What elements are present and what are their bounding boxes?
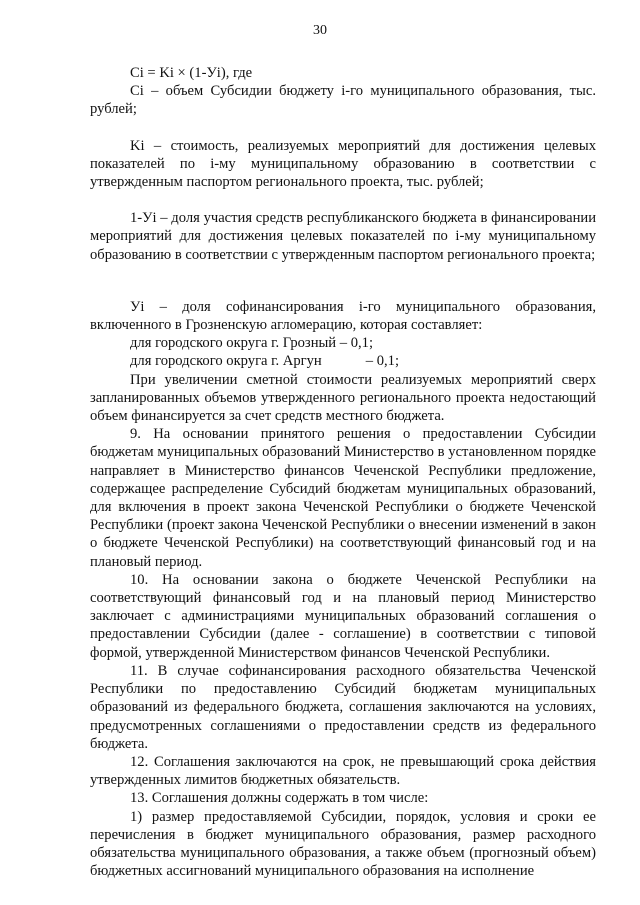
spacer [90, 191, 596, 209]
ki-definition: Ki – стоимость, реализуемых мероприятий для достижения целевых показателей по i-му муниципальному образованию в соответствии с утвержденным паспортом регионального проекта, тыс. рублей; [90, 137, 596, 191]
spacer [90, 119, 596, 137]
cost-increase-paragraph: При увеличении сметной стоимости реализуемых мероприятий сверх запланированных объемов утвержденного регионального проекта недостающий объем финансируется за счет средств местного бюджета. [90, 371, 596, 425]
argun-label: для городского округа г. Аргун [130, 353, 322, 370]
paragraph-9: 9. На основании принятого решения о предоставлении Субсидии бюджетам муниципальных образований Министерство в установленном порядке направляет в Министерство финансов Чеченской Республики предложение, содержащее распределение Субсидий бюджетам муниципальных образований, для включения в проект закона Чеченской Республики о бюджете Чеченской Республики (проект закона Чеченской Республики о внесении изменений в закон о бюджете Чеченской Республики) на соответствующий финансовый год и на плановый период. [90, 426, 596, 570]
page-number: 30 [313, 23, 327, 38]
formula-line: Ci = Ki × (1-Уi), где [130, 65, 253, 81]
paragraph-11: 11. В случае софинансирования расходного обязательства Чеченской Республики по предоставлению Субсидий бюджетам муниципальных образований из федерального бюджета, соглашения заключаются на условиях, предусмотренных соглашениями о предоставлении средств из федерального бюджета. [90, 662, 596, 752]
argun-share [90, 352, 596, 370]
paragraph-13: 13. Соглашения должны содержать в том числе: [130, 790, 429, 807]
argun-value: – 0,1; [365, 353, 399, 370]
ci-definition: Ci – объем Субсидии бюджету i-го муниципального образования, тыс. рублей; [90, 83, 596, 118]
ui-definition: Уi – доля софинансирования i-го муниципального образования, включенного в Грозненскую агломерацию, которая составляет: [90, 298, 596, 334]
spacer [90, 264, 596, 282]
one-minus-ui-definition: 1-Уi – доля участия средств республиканского бюджета в финансировании мероприятий для достижения целевых показателей по i-му муниципальному образованию в соответствии с утвержденным паспортом регионального проекта; [90, 210, 596, 263]
paragraph-13-item-1: 1) размер предоставляемой Субсидии, порядок, условия и сроки ее перечисления в бюджет муниципального образования, размер расходного обязательства муниципального образования, а также объем (прогнозный объем) бюджетных ассигнований муниципального образования на исполнение [90, 808, 596, 880]
paragraph-10: 10. На основании закона о бюджете Чеченской Республики на соответствующий финансовый год и на плановый период Министерство заключает с администрациями муниципальных образований соглашения о предоставлении Субсидии (далее - соглашение) в соответствии с типовой формой, утвержденной Министерством финансов Чеченской Республики. [90, 571, 596, 661]
grozny-share: для городского округа г. Грозный – 0,1; [130, 335, 374, 352]
spacer [90, 282, 596, 298]
document-body [90, 64, 596, 880]
paragraph-12: 12. Соглашения заключаются на срок, не превышающий срока действия утвержденных лимитов бюджетных обязательств. [90, 753, 596, 789]
